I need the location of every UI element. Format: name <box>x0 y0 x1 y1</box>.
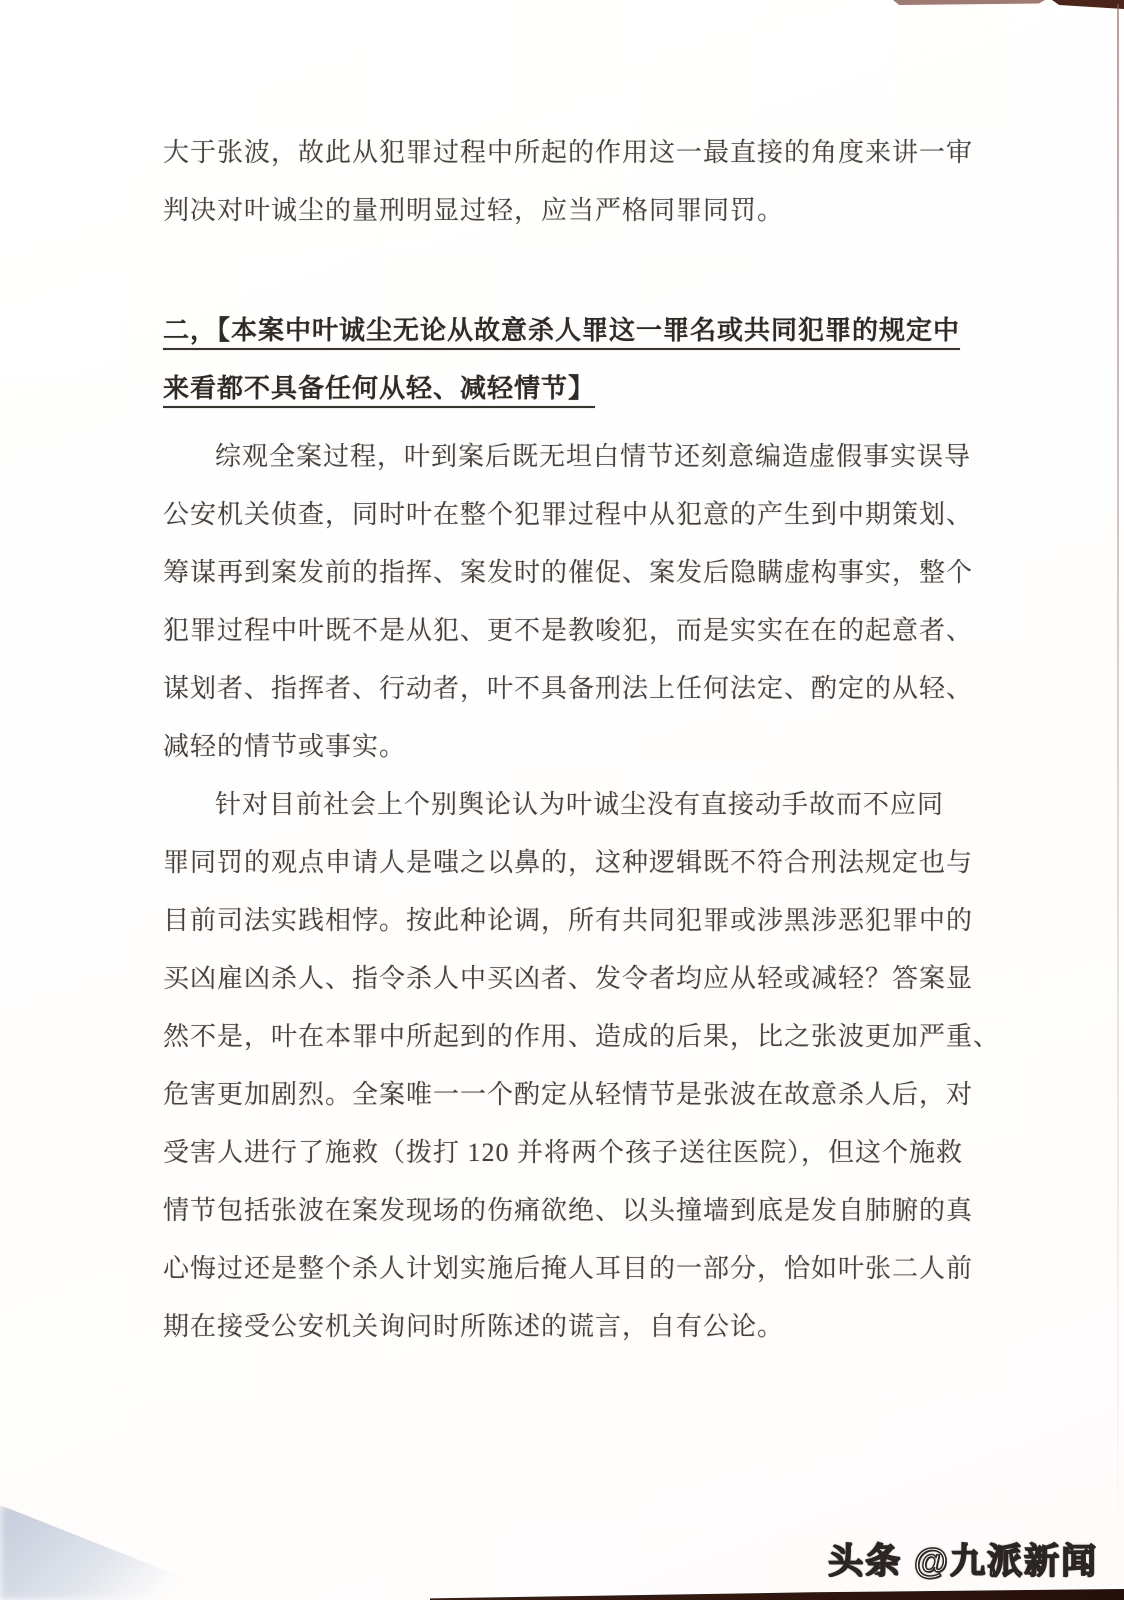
text-line: 综观全案过程，叶到案后既无坦白情节还刻意编造虚假事实误导 <box>215 442 972 471</box>
text-line: 大于张波，故此从犯罪过程中所起的作用这一最直接的角度来讲一审 <box>163 138 974 167</box>
photo-edge-artifact-top <box>893 0 1045 5</box>
text-line: 判决对叶诚尘的量刑明显过轻，应当严格同罪同罚。 <box>163 196 785 225</box>
photo-edge-artifact-bottom <box>430 1589 1124 1600</box>
document-text-block <box>163 124 1001 1356</box>
heading-line: 二，【本案中叶诚尘无论从故意杀人罪这一罪名或共同犯罪的规定中 <box>163 316 961 345</box>
heading-line: 来看都不具备任何从轻、减轻情节】 <box>163 374 596 403</box>
text-line: 谋划者、指挥者、行动者，叶不具备刑法上任何法定、酌定的从轻、 <box>163 674 974 703</box>
text-line: 情节包括张波在案发现场的伤痛欲绝、以头撞墙到底是发自肺腑的真 <box>163 1196 974 1225</box>
paper-corner-shadow <box>0 1505 240 1600</box>
paragraph-2 <box>163 776 1001 1356</box>
text-line: 目前司法实践相悖。按此种论调，所有共同犯罪或涉黑涉恶犯罪中的 <box>163 906 974 935</box>
text-line: 心悔过还是整个杀人计划实施后掩人耳目的一部分，恰如叶张二人前 <box>163 1254 974 1283</box>
paragraph-1 <box>163 428 993 776</box>
section-heading <box>163 302 993 418</box>
text-line: 筹谋再到案发前的指挥、案发时的催促、案发后隐瞒虚构事实，整个 <box>163 558 974 587</box>
photo-edge-artifact-top-right <box>1052 0 1124 9</box>
text-line: 受害人进行了施救（拨打 120 并将两个孩子送往医院），但这个施救 <box>163 1138 964 1167</box>
text-line: 然不是，叶在本罪中所起到的作用、造成的后果，比之张波更加严重、 <box>163 1022 1001 1051</box>
news-watermark: 头条 @九派新闻 <box>828 1542 1098 1581</box>
text-line: 罪同罚的观点申请人是嗤之以鼻的，这种逻辑既不符合刑法规定也与 <box>163 848 974 877</box>
text-line: 针对目前社会上个别舆论认为叶诚尘没有直接动手故而不应同 <box>215 790 945 819</box>
text-line: 危害更加剧烈。全案唯一一个酌定从轻情节是张波在故意杀人后，对 <box>163 1080 974 1109</box>
text-line: 减轻的情节或事实。 <box>163 732 407 761</box>
paragraph-continuation <box>163 124 993 240</box>
text-line: 买凶雇凶杀人、指令杀人中买凶者、发令者均应从轻或减轻？答案显 <box>163 964 974 993</box>
text-line: 期在接受公安机关询问时所陈述的谎言，自有公论。 <box>163 1312 785 1341</box>
text-line: 公安机关侦查，同时叶在整个犯罪过程中从犯意的产生到中期策划、 <box>163 500 974 529</box>
paper-right-edge-line <box>1117 4 1119 1564</box>
text-line: 犯罪过程中叶既不是从犯、更不是教唆犯，而是实实在在的起意者、 <box>163 616 974 645</box>
